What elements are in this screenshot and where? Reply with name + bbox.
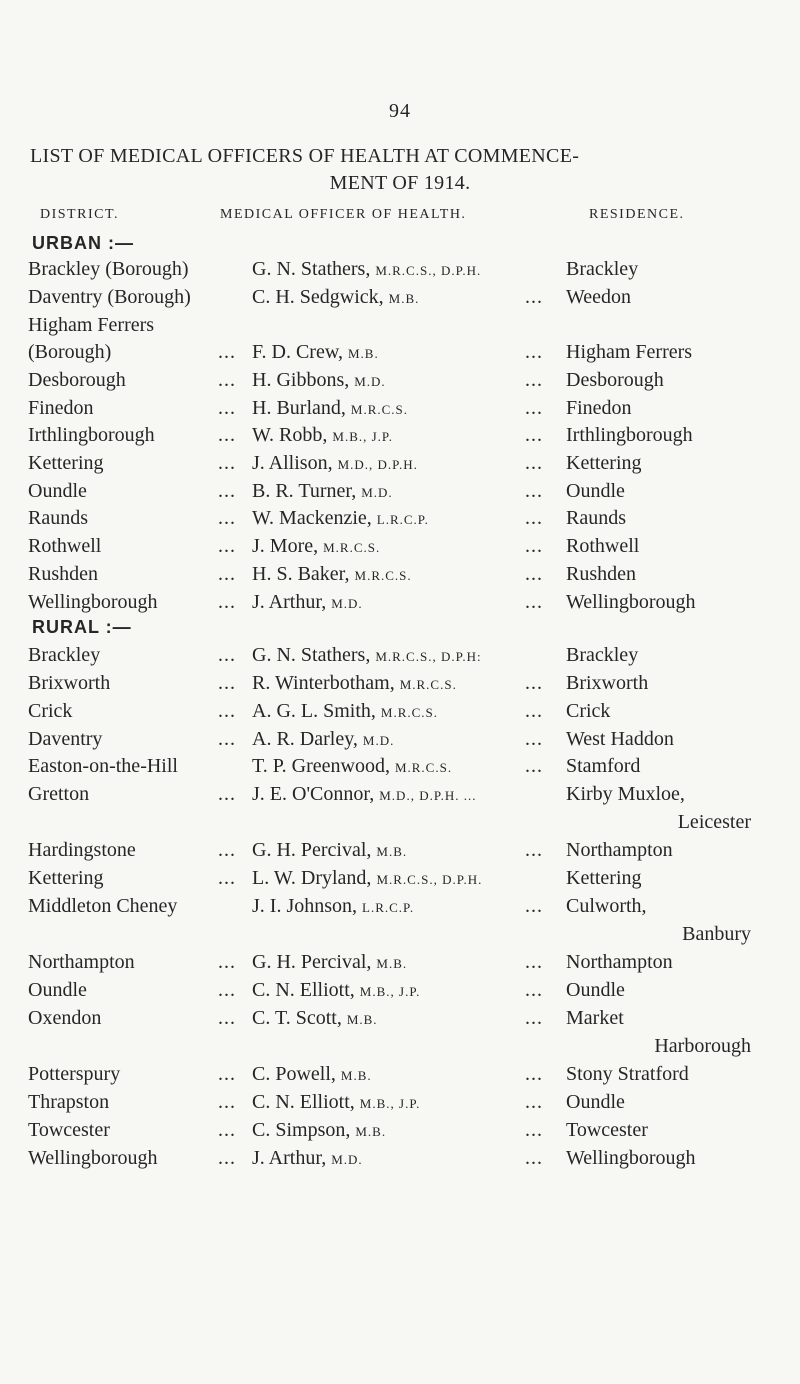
leader-dots: ... (525, 1007, 543, 1029)
leader-dots: ... (218, 452, 236, 474)
medical-officer (252, 755, 452, 778)
leader-dots: ... (525, 1147, 543, 1169)
residence: Culworth, (566, 895, 647, 917)
district-name: Middleton Cheney (28, 895, 178, 917)
page-number: 94 (389, 100, 411, 122)
section-heading-urban: URBAN :— (32, 233, 134, 253)
table-row (0, 1063, 800, 1091)
table-row (0, 507, 800, 535)
district-name: Northampton (28, 951, 135, 973)
leader-dots: ... (525, 369, 543, 391)
officer-qualifications: M.D., D.P.H. (337, 457, 418, 472)
leader-dots: ... (218, 728, 236, 750)
table-row (0, 755, 800, 783)
medical-officer (252, 672, 457, 695)
leader-dots: ... (525, 286, 543, 308)
residence: Brixworth (566, 672, 649, 694)
leader-dots: ... (525, 895, 543, 917)
leader-dots: ... (218, 397, 236, 419)
leader-dots: ... (525, 480, 543, 502)
district-name: Potterspury (28, 1063, 121, 1085)
officer-qualifications: M.B., J.P. (359, 1096, 421, 1111)
leader-dots: ... (525, 728, 543, 750)
officer-name: J. I. Johnson, (252, 895, 363, 917)
district-name: Thrapston (28, 1091, 110, 1113)
column-header-officer: MEDICAL OFFICER OF HEALTH. (220, 207, 467, 222)
table-row (0, 1007, 800, 1057)
medical-officer (252, 591, 363, 614)
leader-dots: ... (525, 1091, 543, 1113)
table-row (0, 341, 800, 369)
table-row (0, 314, 800, 342)
district-name: Desborough (28, 369, 126, 391)
leader-dots: ... (525, 341, 543, 363)
residence: Brackley (566, 644, 639, 666)
officer-name: L. W. Dryland, (252, 867, 377, 889)
table-row (0, 424, 800, 452)
officer-qualifications: M.B. (346, 1012, 378, 1027)
officer-name: G. N. Stathers, (252, 644, 376, 666)
officer-name: J. Arthur, (252, 591, 332, 613)
residence: Rothwell (566, 535, 640, 557)
leader-dots: ... (218, 1147, 236, 1169)
officer-qualifications: M.D., D.P.H. ... (379, 788, 477, 803)
medical-officer (252, 397, 408, 420)
district-name: Towcester (28, 1119, 110, 1141)
table-row (0, 644, 800, 672)
residence: Towcester (566, 1119, 648, 1141)
district-name: Raunds (28, 507, 88, 529)
officer-name: G. H. Percival, (252, 951, 377, 973)
residence: Raunds (566, 507, 626, 529)
leader-dots: ... (218, 867, 236, 889)
residence: Stamford (566, 755, 641, 777)
district-name: Oxendon (28, 1007, 102, 1029)
officer-qualifications: M.R.C.S. (380, 705, 439, 720)
leader-dots: ... (218, 507, 236, 529)
officer-qualifications: M.D. (331, 1152, 363, 1167)
leader-dots: ... (218, 951, 236, 973)
leader-dots: ... (218, 563, 236, 585)
officer-qualifications: M.B., J.P. (359, 984, 421, 999)
officer-name: H. Burland, (252, 397, 351, 419)
medical-officer (252, 480, 393, 503)
leader-dots: ... (218, 1091, 236, 1113)
officer-name: J. More, (252, 535, 324, 557)
leader-dots: ... (525, 672, 543, 694)
medical-officer (252, 1119, 386, 1142)
district-name: Gretton (28, 783, 90, 805)
residence: Higham Ferrers (566, 341, 693, 363)
residence: Stony Stratford (566, 1063, 689, 1085)
leader-dots: ... (218, 672, 236, 694)
medical-officer (252, 563, 412, 586)
table-row (0, 728, 800, 756)
leader-dots: ... (218, 1119, 236, 1141)
medical-officer (252, 644, 482, 667)
table-row (0, 700, 800, 728)
section-heading-rural: RURAL :— (32, 617, 132, 637)
district-name: Brixworth (28, 672, 111, 694)
medical-officer (252, 341, 379, 364)
district-name: Finedon (28, 397, 94, 419)
officer-name: B. R. Turner, (252, 480, 362, 502)
district-name: Wellingborough (28, 1147, 158, 1169)
table-row (0, 895, 800, 945)
district-name: Wellingborough (28, 591, 158, 613)
residence: Weedon (566, 286, 632, 308)
table-row (0, 258, 800, 286)
officer-qualifications: M.D. (331, 596, 363, 611)
officer-qualifications: M.R.C.S., D.P.H. (375, 263, 482, 278)
medical-officer (252, 1147, 363, 1170)
residence: Northampton (566, 951, 673, 973)
leader-dots: ... (525, 755, 543, 777)
leader-dots: ... (218, 480, 236, 502)
officer-qualifications: M.R.C.S. (399, 677, 457, 692)
district-name: Higham Ferrers (28, 314, 155, 336)
district-name: Oundle (28, 979, 87, 1001)
leader-dots: ... (218, 783, 236, 805)
residence: Wellingborough (566, 591, 696, 613)
district-name: Irthlingborough (28, 424, 155, 446)
medical-officer (252, 1007, 378, 1030)
document-title: LIST OF MEDICAL OFFICERS OF HEALTH AT COMMENCE- (30, 145, 580, 167)
officer-qualifications: M.R.C.S. (354, 568, 412, 583)
leader-dots: ... (218, 1063, 236, 1085)
column-header-residence: RESIDENCE. (589, 207, 685, 222)
officer-qualifications: M.R.C.S. (394, 760, 453, 775)
medical-officer (252, 507, 429, 530)
table-row (0, 452, 800, 480)
residence: Kirby Muxloe, (566, 783, 685, 805)
officer-name: F. D. Crew, (252, 341, 348, 363)
table-row (0, 783, 800, 833)
medical-officer (252, 424, 393, 447)
officer-qualifications: M.B. (348, 346, 379, 361)
medical-officer (252, 951, 407, 974)
residence: Desborough (566, 369, 664, 391)
column-header-district: DISTRICT. (40, 207, 119, 222)
district-name: Kettering (28, 867, 104, 889)
table-row (0, 591, 800, 619)
officer-name: C. N. Elliott, (252, 979, 360, 1001)
table-row (0, 397, 800, 425)
medical-officer (252, 839, 407, 862)
leader-dots: ... (525, 1119, 543, 1141)
officer-qualifications: M.D. (354, 374, 386, 389)
leader-dots: ... (525, 700, 543, 722)
medical-officer (252, 1091, 420, 1114)
residence: Kettering (566, 452, 642, 474)
residence: Crick (566, 700, 611, 722)
table-row (0, 563, 800, 591)
district-name: Easton-on-the-Hill (28, 755, 178, 777)
residence: Kettering (566, 867, 642, 889)
leader-dots: ... (218, 424, 236, 446)
officer-qualifications: L.R.C.P. (362, 900, 415, 915)
district-name: Rothwell (28, 535, 102, 557)
leader-dots: ... (525, 979, 543, 1001)
residence: Oundle (566, 1091, 625, 1113)
medical-officer (252, 867, 482, 890)
leader-dots: ... (525, 507, 543, 529)
leader-dots: ... (218, 839, 236, 861)
medical-officer (252, 1063, 372, 1086)
leader-dots: ... (218, 700, 236, 722)
residence: Oundle (566, 979, 625, 1001)
officer-name: R. Winterbotham, (252, 672, 400, 694)
medical-officer (252, 369, 386, 392)
officer-name: H. S. Baker, (252, 563, 355, 585)
officer-qualifications: M.B., J.P. (332, 429, 393, 444)
district-name: Crick (28, 700, 73, 722)
document-title-continuation: MENT OF 1914. (329, 172, 471, 194)
leader-dots: ... (525, 1063, 543, 1085)
officer-name: H. Gibbons, (252, 369, 355, 391)
medical-officer (252, 258, 481, 281)
table-row (0, 1119, 800, 1147)
table-row (0, 1147, 800, 1175)
leader-dots: ... (525, 563, 543, 585)
leader-dots: ... (525, 951, 543, 973)
leader-dots: ... (525, 452, 543, 474)
leader-dots: ... (525, 591, 543, 613)
officer-name: A. G. L. Smith, (252, 700, 381, 722)
officer-name: T. P. Greenwood, (252, 755, 395, 777)
medical-officer (252, 286, 419, 309)
district-name: (Borough) (28, 341, 112, 363)
residence: Rushden (566, 563, 636, 585)
medical-officer (252, 452, 418, 475)
officer-name: C. H. Sedgwick, (252, 286, 389, 308)
officer-qualifications: M.D. (362, 733, 395, 748)
table-row (0, 979, 800, 1007)
residence-continuation: Harborough (654, 1035, 751, 1057)
residence: West Haddon (566, 728, 674, 750)
officer-name: G. H. Percival, (252, 839, 377, 861)
district-name: Brackley (28, 644, 101, 666)
table-row (0, 867, 800, 895)
officer-qualifications: L.R.C.P. (376, 512, 429, 527)
leader-dots: ... (218, 535, 236, 557)
medical-officer (252, 700, 438, 723)
officer-name: C. T. Scott, (252, 1007, 347, 1029)
residence-continuation: Banbury (682, 923, 751, 945)
officer-qualifications: M.R.C.S., D.P.H: (375, 649, 482, 664)
residence: Wellingborough (566, 1147, 696, 1169)
officer-name: W. Robb, (252, 424, 333, 446)
table-row (0, 369, 800, 397)
medical-officer (252, 895, 414, 918)
residence: Market (566, 1007, 624, 1029)
district-name: Daventry (28, 728, 103, 750)
officer-qualifications: M.B. (376, 956, 408, 971)
leader-dots: ... (525, 424, 543, 446)
officer-name: C. N. Elliott, (252, 1091, 360, 1113)
district-name: Kettering (28, 452, 104, 474)
leader-dots: ... (218, 341, 236, 363)
leader-dots: ... (218, 1007, 236, 1029)
table-row (0, 839, 800, 867)
medical-officer (252, 728, 394, 751)
officer-qualifications: M.B. (340, 1068, 372, 1083)
officer-qualifications: M.R.C.S. (350, 402, 409, 417)
leader-dots: ... (218, 369, 236, 391)
officer-qualifications: M.B. (376, 844, 408, 859)
leader-dots: ... (218, 591, 236, 613)
table-row (0, 1091, 800, 1119)
table-row (0, 951, 800, 979)
residence-continuation: Leicester (677, 811, 751, 833)
medical-officer (252, 979, 420, 1002)
officer-name: J. Allison, (252, 452, 338, 474)
officer-qualifications: M.B. (388, 291, 420, 306)
medical-officer (252, 535, 380, 558)
table-row (0, 286, 800, 314)
officer-name: J. Arthur, (252, 1147, 332, 1169)
leader-dots: ... (525, 397, 543, 419)
officer-qualifications: M.R.C.S. (323, 540, 381, 555)
residence: Irthlingborough (566, 424, 693, 446)
officer-name: J. E. O'Connor, (252, 783, 380, 805)
district-name: Oundle (28, 480, 87, 502)
district-name: Rushden (28, 563, 98, 585)
leader-dots: ... (525, 535, 543, 557)
officer-name: C. Powell, (252, 1063, 341, 1085)
residence: Brackley (566, 258, 639, 280)
district-name: Hardingstone (28, 839, 136, 861)
district-name: Daventry (Borough) (28, 286, 191, 308)
leader-dots: ... (218, 979, 236, 1001)
table-row (0, 535, 800, 563)
table-row (0, 672, 800, 700)
officer-qualifications: M.R.C.S., D.P.H. (376, 872, 483, 887)
medical-officer (252, 783, 477, 806)
officer-qualifications: M.B. (355, 1124, 387, 1139)
leader-dots: ... (525, 839, 543, 861)
officer-name: A. R. Darley, (252, 728, 363, 750)
district-name: Brackley (Borough) (28, 258, 189, 280)
table-row (0, 480, 800, 508)
residence: Finedon (566, 397, 632, 419)
officer-name: C. Simpson, (252, 1119, 356, 1141)
leader-dots: ... (218, 644, 236, 666)
officer-qualifications: M.D. (361, 485, 393, 500)
residence: Oundle (566, 480, 625, 502)
officer-name: G. N. Stathers, (252, 258, 376, 280)
officer-name: W. Mackenzie, (252, 507, 377, 529)
residence: Northampton (566, 839, 673, 861)
